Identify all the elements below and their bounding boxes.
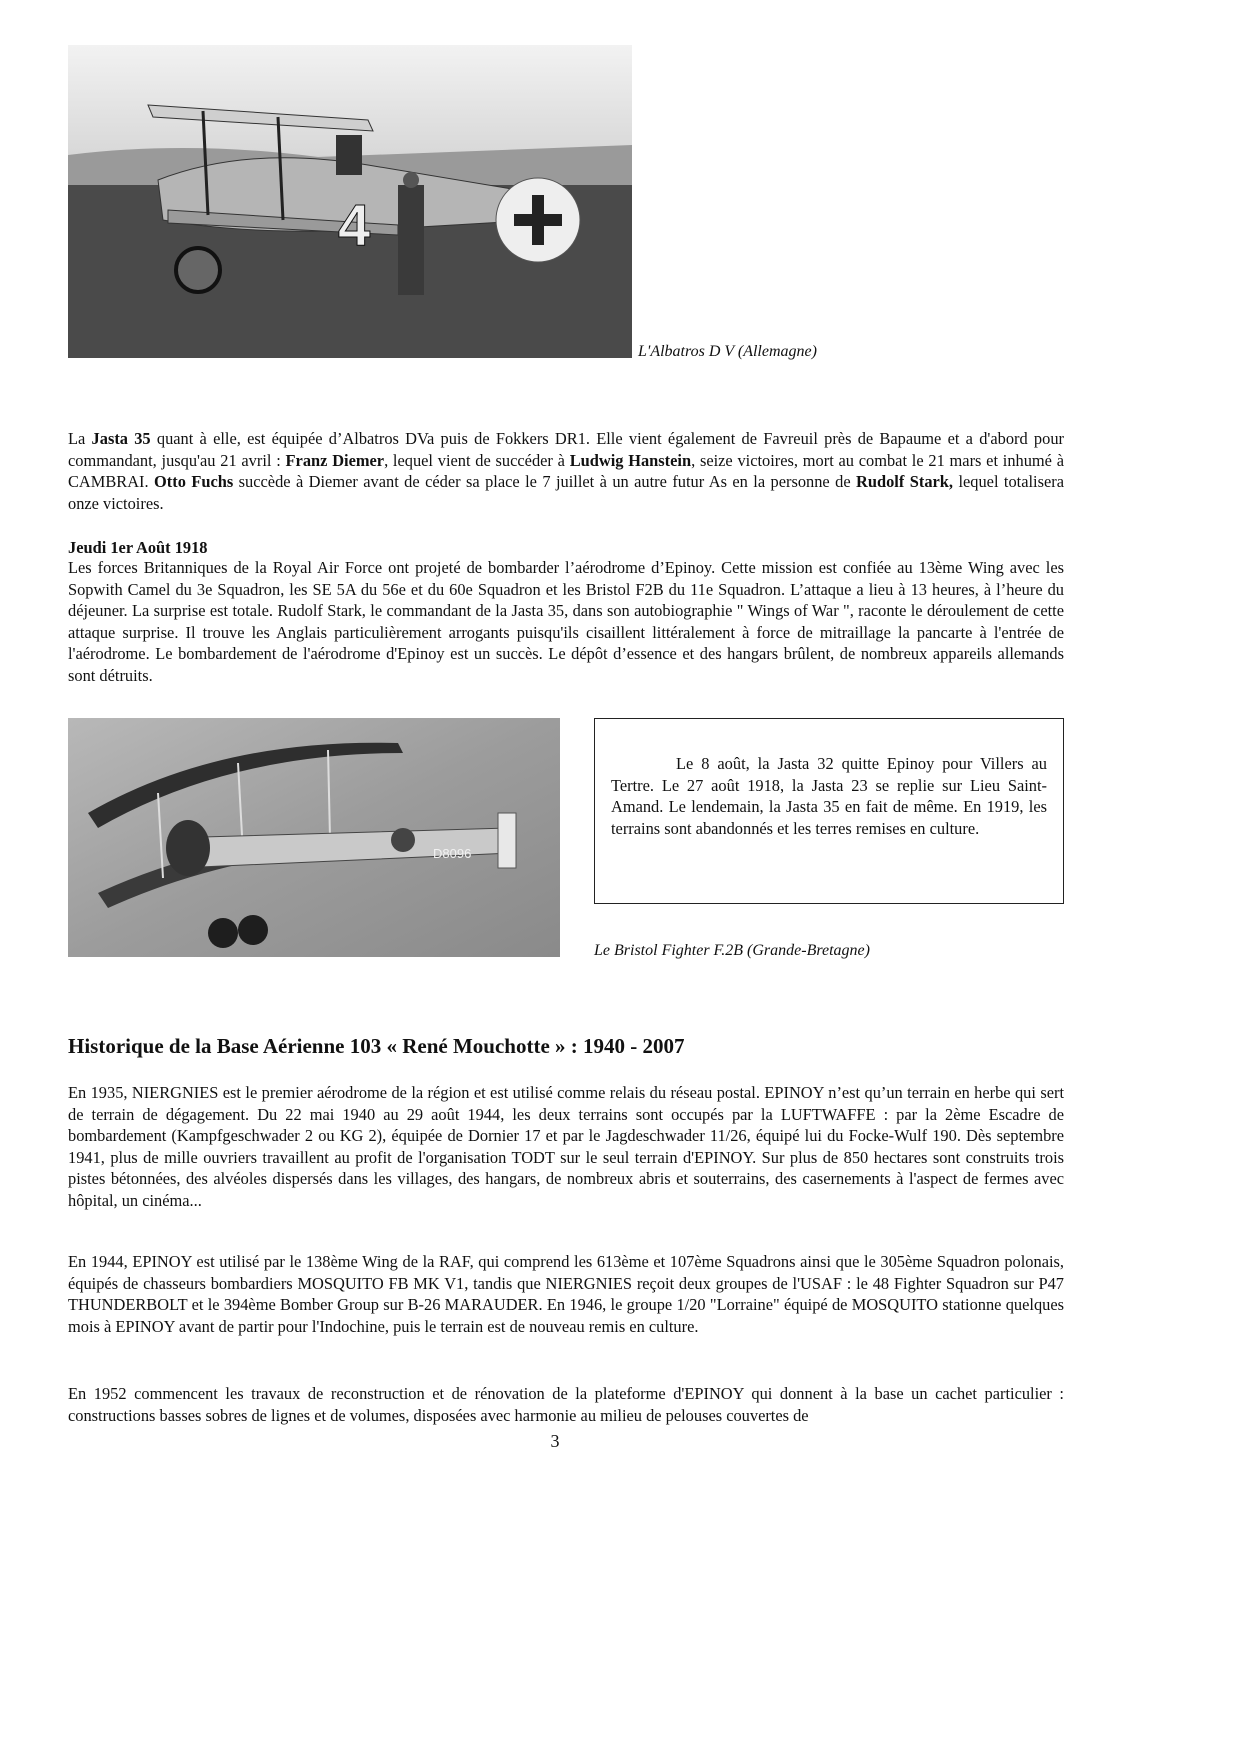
bristol-caption: Le Bristol Fighter F.2B (Grande-Bretagne): [594, 942, 870, 959]
bold-otto-fuchs: Otto Fuchs: [154, 472, 234, 492]
history-section-heading: Historique de la Base Aérienne 103 « René Mouchotte » : 1940 - 2007: [68, 1034, 685, 1058]
text-run: quant à elle, est équipée d’Albatros DVa puis de Fokkers DR1. Elle vient également de Favreuil près de Bapaume et a d'abord pour commandant, jusqu'au 21 avril :: [68, 429, 1064, 470]
raid-1918-paragraph: Les forces Britanniques de la Royal Air Force ont projeté de bombarder l’aérodrome d’Epinoy. Cette mission est confiée au 13ème Wing avec les Sopwith Camel du 3e Squadron, les SE 5A du 56e et du 60e Squadron et les Bristol F2B du 11e Squadron. L’attaque a lieu à 13 heures, à l’heure du déjeuner. La surprise est totale. Rudolf Stark, le commandant de la Jasta 35, dans son autobiographie " Wings of War ", raconte le déroulement de cette attaque surprise. Il trouve les Anglais particulièrement arrogants puisqu'ils cisaillent littéralement à force de mitraillage la pancarte à l'entrée de l'aérodrome. Le bombardement de l'aérodrome d'Epinoy est un succès. Le dépôt d’essence et des hangars brûlent, de nombreux appareils allemands sont détruits.: [68, 558, 1064, 685]
page-number: 3: [550, 1431, 560, 1451]
photo-biplane-on-ground-icon: [68, 45, 632, 358]
bold-ludwig-hanstein: Ludwig Hanstein: [569, 450, 692, 470]
bristol-photo: [68, 718, 560, 957]
albatros-caption: L'Albatros D V (Allemagne): [638, 343, 817, 360]
albatros-photo: [68, 45, 632, 358]
svg-text:4: 4: [338, 193, 371, 258]
text-run: , seize victoires, mort au combat le 21 mars et inhumé à CAMBRAI.: [68, 450, 1064, 492]
photo-biplane-in-flight-icon: [68, 718, 560, 957]
bold-franz-diemer: Franz Diemer: [285, 450, 385, 470]
text-run: lequel totalisera onze victoires.: [68, 472, 1064, 513]
history-paragraph-1952: En 1952 commencent les travaux de reconstruction et de rénovation de la plateforme d'EPINOY qui donnent à la base un cachet particulier : constructions basses sobres de lignes et de volumes, disposées avec harmonie au milieu de pelouses couvertes de: [68, 1384, 1064, 1425]
history-paragraph-1944: En 1944, EPINOY est utilisé par le 138ème Wing de la RAF, qui comprend les 613ème et 107ème Squadrons ainsi que le 305ème Squadron polonais, équipés de chasseurs bombardiers MOSQUITO FB MK V1, tandis que NIERGNIES reçoit deux groupes de l'USAF : le 48 Fighter Squadron sur P47 THUNDERBOLT et le 394ème Bomber Group sur B-26 MARAUDER. En 1946, le groupe 1/20 "Lorraine" équipé de MOSQUITO stationne quelques mois à EPINOY avant de partir pour l'Indochine, puis le terrain est de nouveau remis en culture.: [68, 1252, 1064, 1336]
jasta-movements-textbox: [594, 718, 1064, 904]
text-run: , lequel vient de succéder à: [384, 450, 570, 470]
section-heading-1918: Jeudi 1er Août 1918: [68, 538, 208, 557]
history-paragraph-1935: En 1935, NIERGNIES est le premier aérodrome de la région et est utilisé comme relais du réseau postal. EPINOY n’est qu’un terrain en herbe qui sert de terrain de dégagement. Du 22 mai 1940 au 29 août 1944, les deux terrains sont occupés par la LUFTWAFFE : par la 2ème Escadre de bombardement (Kampfgeschwader 2 ou KG 2), équipée de Dornier 17 et par le Jagdeschwader 11/26, équipé lui du Focke-Wulf 190. Dès septembre 1941, plus de mille ouvriers travaillent au profit de l'organisation TODT sur le seul terrain d'EPINOY. Sur plus de 850 hectares sont construits trois pistes bétonnées, des alvéoles dispersés dans les villages, des hangars, de nombreux abris et souterrains, des casernements à l'aspect de fermes avec hôpital, un cinéma...: [68, 1083, 1064, 1210]
aircraft-serial: D8096: [433, 846, 472, 861]
bold-jasta-35: Jasta 35: [91, 429, 151, 448]
bold-rudolf-stark: Rudolf Stark,: [856, 472, 954, 492]
jasta-35-paragraph: [68, 428, 1064, 514]
text-run: succède à Diemer avant de céder sa place le 7 juillet à un autre futur As en la personne de: [233, 472, 857, 492]
text-run: La: [68, 429, 92, 448]
textbox-paragraph: Le 8 août, la Jasta 32 quitte Epinoy pour Villers au Tertre. Le 27 août 1918, la Jasta 23 se replie sur Lieu Saint-Amand. Le lendemain, la Jasta 35 en fait de même. En 1919, les terrains sont abandonnés et les terres remises en culture.: [611, 754, 1047, 838]
